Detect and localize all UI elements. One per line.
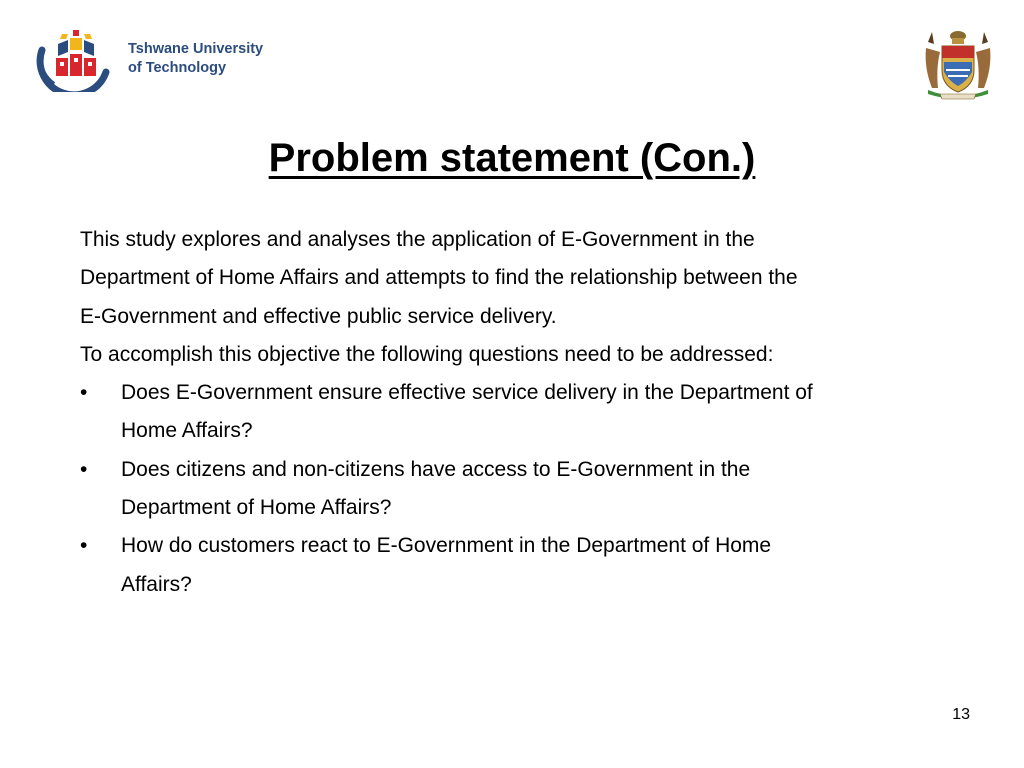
intro-paragraph [80,221,980,336]
question-list [80,374,980,604]
intro-line: Department of Home Affairs and attempts to find the relationship between the [80,266,798,290]
list-item [80,451,980,528]
list-item-line: Affairs? [121,572,192,596]
list-item-line: Does citizens and non-citizens have access to E-Government in the [121,457,751,481]
tut-wordmark-line1: Tshwane University [128,41,264,57]
bullet-icon: • [80,381,88,405]
list-item-line: How do customers react to E-Government in the Department of Home [121,534,772,558]
tut-wordmark-line2: of Technology [128,60,227,76]
list-item [80,527,980,604]
slide-title: Problem statement (Con.) [268,136,756,180]
coat-of-arms-icon [922,28,994,102]
tut-logo-icon [34,28,118,92]
intro-line: This study explores and analyses the application of E-Government in the [80,228,755,251]
tut-logo [34,28,304,98]
bullet-icon: • [80,534,88,558]
bullet-icon: • [80,457,88,481]
slide-body [80,221,980,604]
list-item-line: Department of Home Affairs? [121,496,392,520]
lead-in-text: To accomplish this objective the following questions need to be addressed: [80,342,774,366]
tut-wordmark [128,40,308,78]
list-item [80,374,980,451]
intro-line: E-Government and effective public service delivery. [80,304,557,328]
page-number: 13 [952,706,970,723]
list-item-line: Does E-Government ensure effective service delivery in the Department of [121,381,813,405]
list-item-line: Home Affairs? [121,419,253,443]
